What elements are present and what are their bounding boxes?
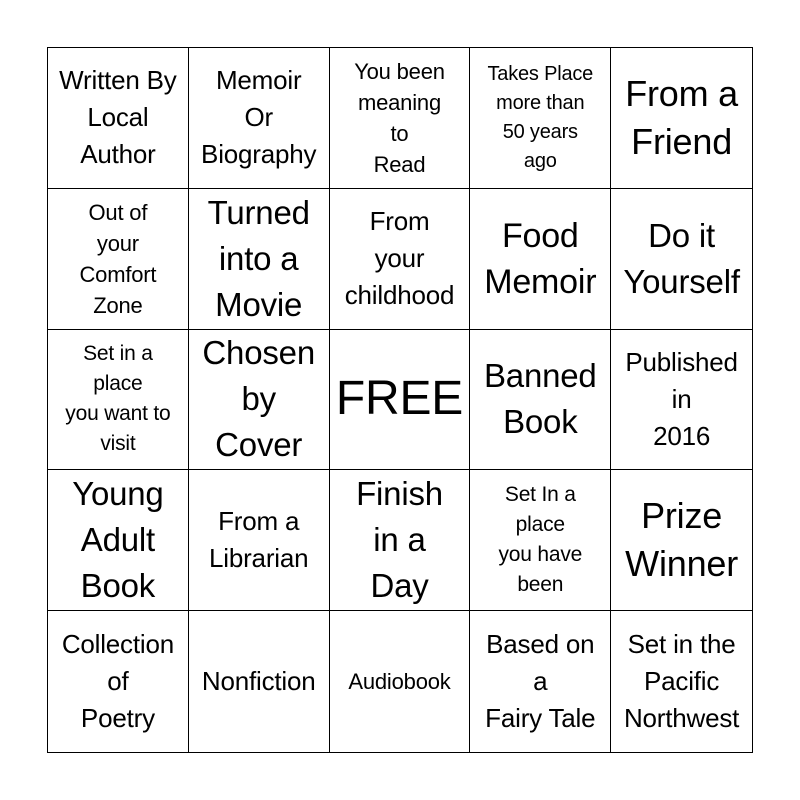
cell-label: Set In a place you have been: [498, 483, 583, 597]
bingo-cell-from-a-librarian[interactable]: [189, 470, 330, 611]
cell-label: Banned Book: [484, 357, 597, 441]
cell-label: Chosen by Cover: [202, 334, 315, 464]
cell-label: FREE: [335, 372, 464, 426]
bingo-cell-set-in-place-you-have-been[interactable]: [470, 470, 611, 611]
bingo-cell-published-in-2016[interactable]: [611, 330, 752, 471]
bingo-cell-nonfiction[interactable]: [189, 611, 330, 752]
cell-label: Written By Local Author: [59, 65, 177, 170]
bingo-cell-do-it-yourself[interactable]: [611, 189, 752, 330]
cell-label: From a Librarian: [209, 506, 309, 574]
bingo-cell-you-been-meaning-to-read[interactable]: [330, 48, 471, 189]
cell-label: Do it Yourself: [623, 216, 740, 300]
cell-label: Memoir Or Biography: [201, 65, 317, 170]
cell-label: Young Adult Book: [72, 475, 164, 605]
bingo-cell-food-memoir[interactable]: [470, 189, 611, 330]
cell-label: Finish in a Day: [356, 475, 443, 605]
bingo-cell-takes-place-50-years-ago[interactable]: [470, 48, 611, 189]
bingo-board: [47, 47, 753, 753]
bingo-cell-chosen-by-cover[interactable]: [189, 330, 330, 471]
bingo-cell-from-a-friend[interactable]: [611, 48, 752, 189]
bingo-cell-banned-book[interactable]: [470, 330, 611, 471]
cell-label: Set in the Pacific Northwest: [623, 629, 740, 734]
bingo-cell-finish-in-a-day[interactable]: [330, 470, 471, 611]
bingo-cell-from-your-childhood[interactable]: [330, 189, 471, 330]
cell-label: Food Memoir: [484, 216, 597, 301]
bingo-cell-free[interactable]: [330, 330, 471, 471]
cell-label: From your childhood: [344, 206, 455, 311]
cell-label: Based on a Fairy Tale: [485, 629, 596, 734]
bingo-cell-collection-of-poetry[interactable]: [48, 611, 189, 752]
cell-label: Prize Winner: [625, 495, 739, 585]
cell-label: You been meaning to Read: [354, 58, 445, 177]
bingo-cell-set-in-place-want-to-visit[interactable]: [48, 330, 189, 471]
bingo-cell-written-by-local-author[interactable]: [48, 48, 189, 189]
cell-label: Set in a place you want to visit: [65, 342, 171, 456]
cell-label: Collection of Poetry: [61, 629, 174, 734]
cell-label: Audiobook: [348, 669, 451, 695]
bingo-cell-turned-into-a-movie[interactable]: [189, 189, 330, 330]
cell-label: From a Friend: [625, 72, 738, 162]
bingo-cell-young-adult-book[interactable]: [48, 470, 189, 611]
cell-label: Out of your Comfort Zone: [79, 199, 157, 318]
cell-label: Turned into a Movie: [207, 193, 310, 323]
cell-label: Published in 2016: [625, 346, 738, 451]
bingo-cell-based-on-a-fairy-tale[interactable]: [470, 611, 611, 752]
cell-label: Takes Place more than 50 years ago: [487, 62, 594, 172]
bingo-cell-memoir-or-biography[interactable]: [189, 48, 330, 189]
bingo-cell-prize-winner[interactable]: [611, 470, 752, 611]
bingo-cell-audiobook[interactable]: [330, 611, 471, 752]
bingo-cell-out-of-comfort-zone[interactable]: [48, 189, 189, 330]
cell-label: Nonfiction: [201, 666, 316, 697]
bingo-cell-set-in-the-pacific-northwest[interactable]: [611, 611, 752, 752]
